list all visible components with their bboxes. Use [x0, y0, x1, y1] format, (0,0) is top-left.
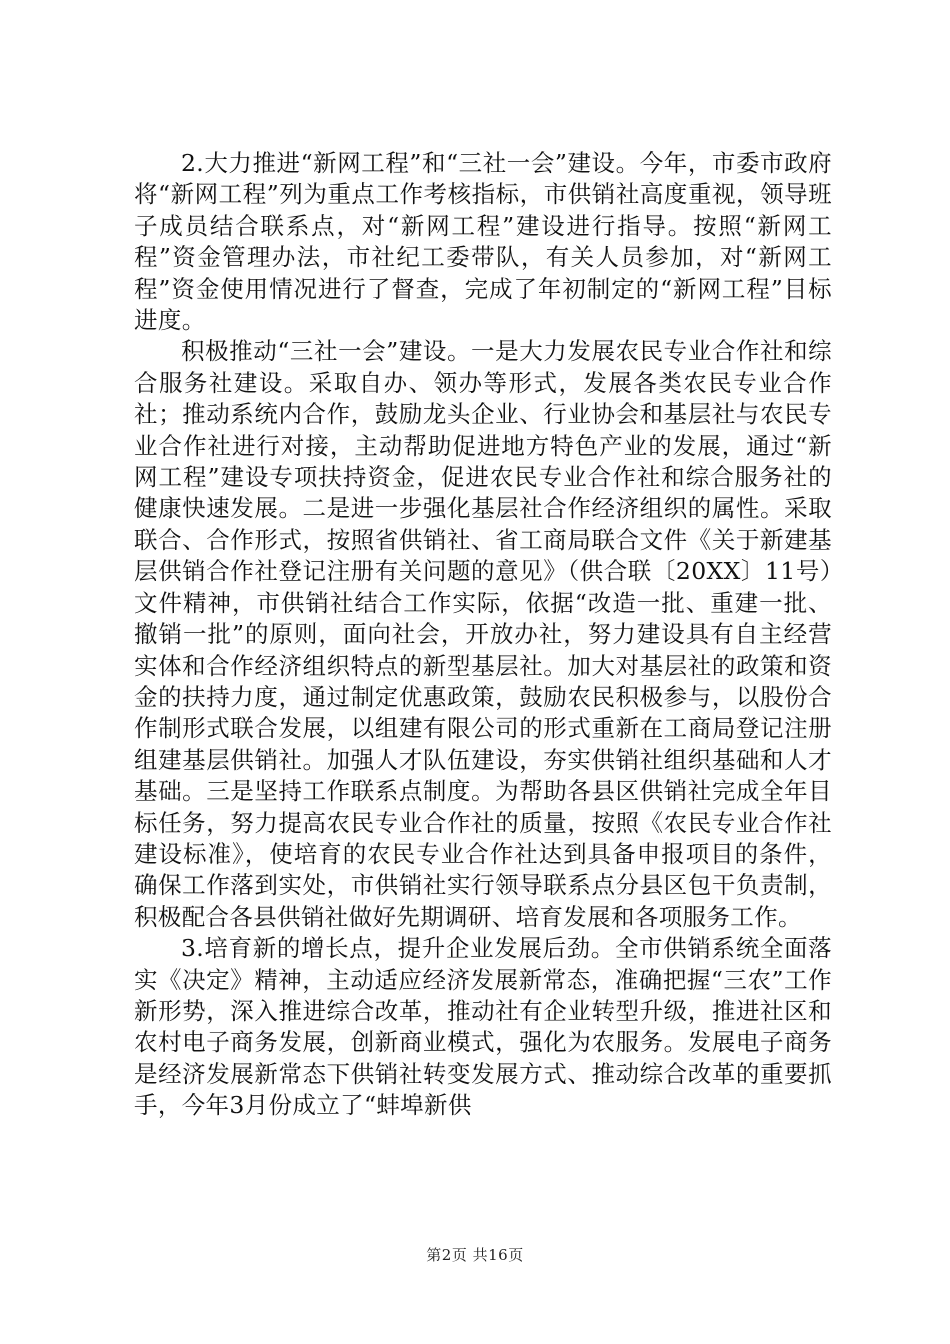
paragraph-three-cooperatives: 积极推动“三社一会”建设。一是大力发展农民专业合作社和综合服务社建设。采取自办、领办等形式，发展各类农民专业合作社；推动系统内合作，鼓励龙头企业、行业协会和基层社与农民专业合作社进行对接，主动帮助促进地方特色产业的发展，通过“新网工程”建设专项扶持资金，促进农民专业合作社和综合服务社的健康快速发展。二是进一步强化基层社合作经济组织的属性。采取联合、合作形式，按照省供销社、省工商局联合文件《关于新建基层供销合作社登记注册有关问题的意见》（供合联〔20XX〕11号）文件精神，市供销社结合工作实际，依据“改造一批、重建一批、撤销一批”的原则，面向社会，开放办社，努力建设具有自主经营实体和合作经济组织特点的新型基层社。加大对基层社的政策和资金的扶持力度，通过制定优惠政策，鼓励农民积极参与，以股份合作制形式联合发展，以组建有限公司的形式重新在工商局登记注册组建基层供销社。加强人才队伍建设，夯实供销社组织基础和人才基础。三是坚持工作联系点制度。为帮助各县区供销社完成全年目标任务，努力提高农民专业合作社的质量，按照《农民专业合作社建设标准》，使培育的农民专业合作社达到具备申报项目的条件，确保工作落到实处，市供销社实行领导联系点分县区包干负责制，积极配合各县供销社做好先期调研、培育发展和各项服务工作。	[134, 337, 832, 931]
paragraph-new-network-project: 2.大力推进“新网工程”和“三社一会”建设。今年，市委市政府将“新网工程”列为重点工作考核指标，市供销社高度重视，领导班子成员结合联系点，对“新网工程”建设进行指导。按照“新网工程”资金管理办法，市社纪工委带队，有关人员参加，对“新网工程”资金使用情况进行了督查，完成了年初制定的“新网工程”目标进度。	[134, 149, 832, 335]
document-body	[134, 148, 832, 1122]
paragraph-growth-points: 3.培育新的增长点，提升企业发展后劲。全市供销系统全面落实《决定》精神，主动适应经济发展新常态，准确把握“三农”工作新形势，深入推进综合改革，推动社有企业转型升级，推进社区和农村电子商务发展，创新商业模式，强化为农服务。发展电子商务是经济发展新常态下供销社转变发展方式、推动综合改革的重要抓手，今年3月份成立了“蚌埠新供	[134, 934, 832, 1120]
page-footer: 第2页 共16页	[426, 1246, 524, 1264]
